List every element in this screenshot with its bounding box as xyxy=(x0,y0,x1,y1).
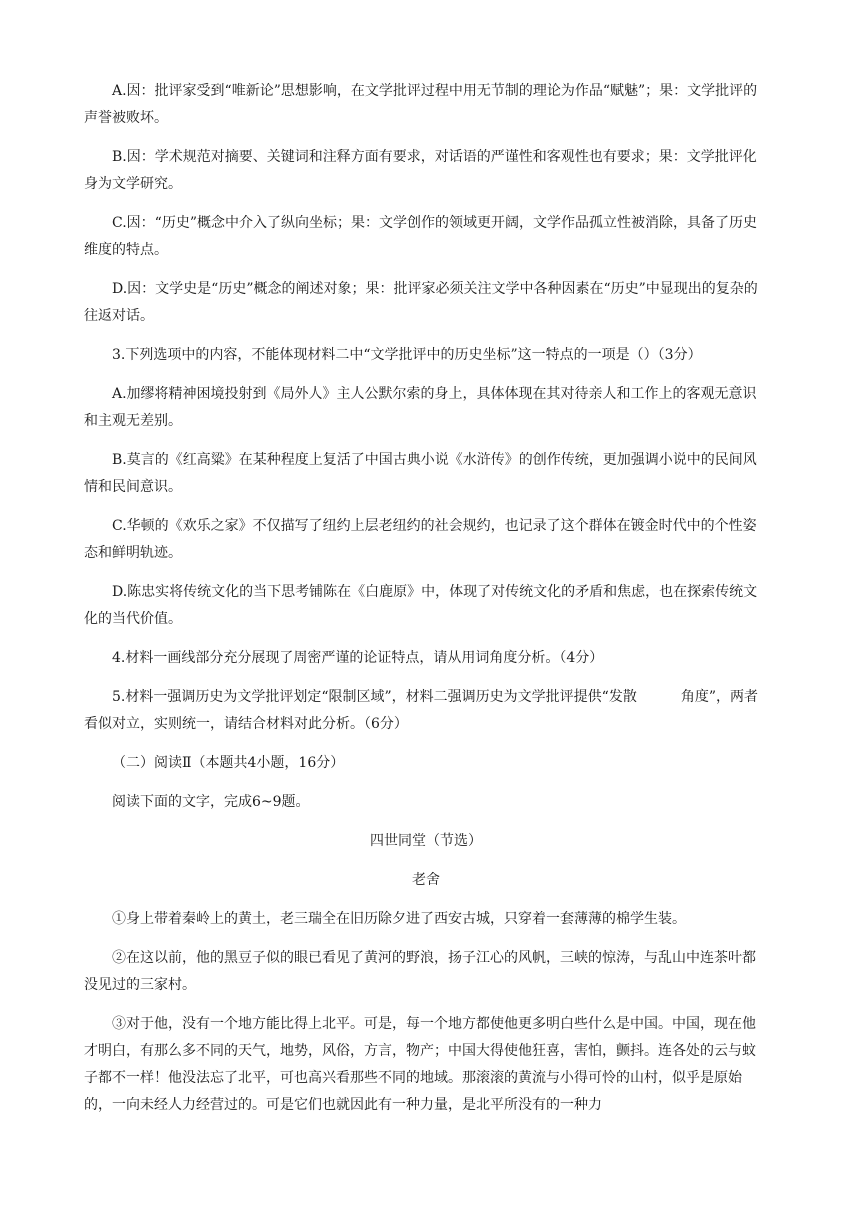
passage-paragraph-2: ②在这以前，他的黑豆子似的眼已看见了黄河的野浪，扬子江心的风帆，三峡的惊涛，与乱山中连茶叶都没见过的三家村。 xyxy=(84,950,756,993)
question-3-option-b: B.莫言的《红高粱》在某种程度上复活了中国古典小说《水浒传》的创作传统，更加强调小说中的民间风情和民间意识。 xyxy=(84,452,757,495)
passage-title: 四世同堂（节选） xyxy=(370,833,482,849)
option-a-cause-effect: A.因：批评家受到“唯新论”思想影响，在文学批评过程中用无节制的理论为作品“赋魅”；果：文学批评的声誉被败坏。 xyxy=(84,83,758,126)
option-b-cause-effect: B.因：学术规范对摘要、关键词和注释方面有要求，对话语的严谨性和客观性也有要求；果：文学批评化身为文学研究。 xyxy=(84,149,757,192)
document-page xyxy=(84,78,768,1119)
question-3: 3.下列选项中的内容，不能体现材料二中“文学批评中的历史坐标”这一特点的一项是（）（3分） xyxy=(112,347,702,363)
passage-paragraph-3: ③对于他，没有一个地方能比得上北平。可是，每一个地方都使他更多明白些什么是中国。中国，现在他才明白，有那么多不同的天气，地势，风俗，方言，物产；中国大得使他狂喜，害怕，颤抖。连各处的云与蚊子都不一样！他没法忘了北平，可也高兴看那些不同的地域。那滚滚的黄流与小得可怜的山村，似乎是原始的，一向未经人力经营过的。可是它们也就因此有一种力量，是北平所没有的一种力 xyxy=(84,1016,756,1113)
question-5-part-1: 5.材料一强调历史为文学批评划定“限制区域”，材料二强调历史为文学批评提供“发散 xyxy=(112,689,637,705)
section-heading: （二）阅读Ⅱ（本题共4小题，16分） xyxy=(112,755,345,771)
passage-author: 老舍 xyxy=(412,872,440,888)
question-4: 4.材料一画线部分充分展现了周密严谨的论证特点，请从用词角度分析。（4分） xyxy=(112,650,604,666)
question-3-option-d: D.陈忠实将传统文化的当下思考铺陈在《白鹿原》中，体现了对传统文化的矛盾和焦虑，也在探索传统文化的当代价值。 xyxy=(84,584,758,627)
option-c-cause-effect: C.因：“历史”概念中介入了纵向坐标；果：文学创作的领域更开阔，文学作品孤立性被消除，具备了历史维度的特点。 xyxy=(84,215,757,258)
passage-paragraph-1: ①身上带着秦岭上的黄土，老三瑞全在旧历除夕进了西安古城，只穿着一套薄薄的棉学生装。 xyxy=(112,911,686,927)
question-5-part-2: 角度”，两者看似对立，实则统一，请结合材料对此分析。（6分） xyxy=(84,689,758,732)
option-d-cause-effect: D.因：文学史是“历史”概念的阐述对象；果：批评家必须关注文学中各种因素在“历史”中显现出的复杂的往返对话。 xyxy=(84,281,758,324)
question-3-option-a: A.加缪将精神困境投射到《局外人》主人公默尔索的身上，具体体现在其对待亲人和工作上的客观无意识和主观无差别。 xyxy=(84,386,757,429)
question-5 xyxy=(84,684,768,738)
reading-instruction: 阅读下面的文字，完成6~9题。 xyxy=(112,794,310,810)
question-3-option-c: C.华顿的《欢乐之家》不仅描写了纽约上层老纽约的社会规约，也记录了这个群体在镀金时代中的个性姿态和鲜明轨迹。 xyxy=(84,518,757,561)
